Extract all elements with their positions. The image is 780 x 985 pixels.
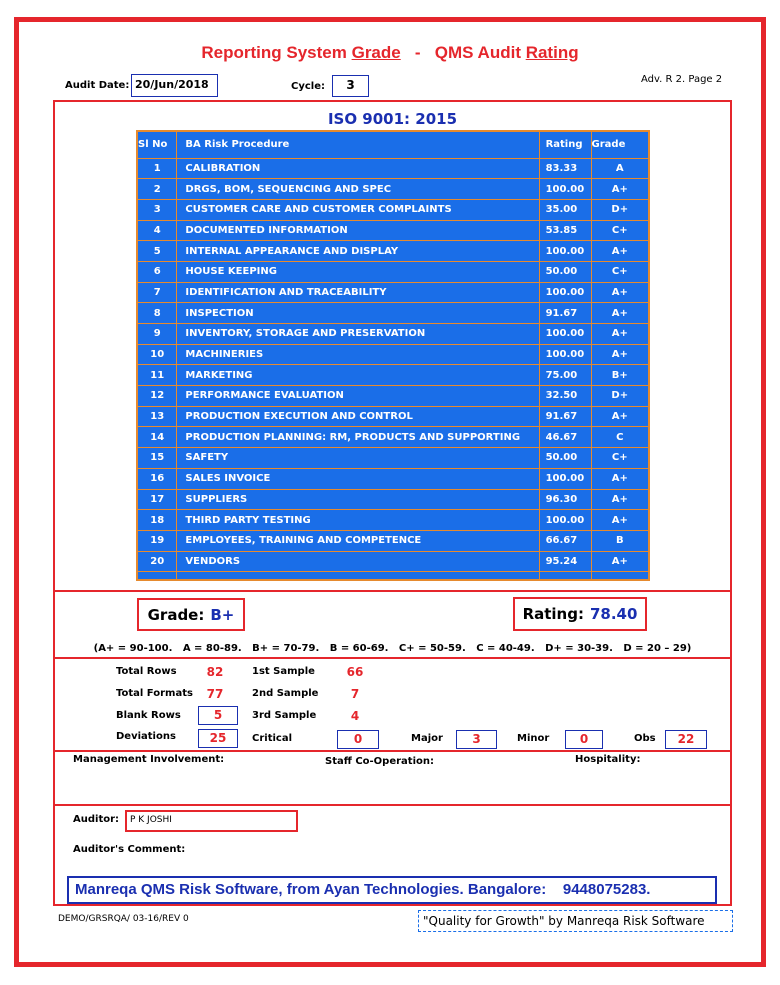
minor-label: Minor (517, 733, 550, 744)
minor-field[interactable]: 0 (565, 730, 603, 749)
row-procedure: VENDORS (177, 551, 539, 572)
row-grade: C+ (591, 261, 649, 282)
overall-grade-value: B+ (210, 605, 235, 624)
row-sl-no: 6 (137, 261, 177, 282)
row-procedure: DRGS, BOM, SEQUENCING AND SPEC (177, 179, 539, 200)
critical-field[interactable]: 0 (337, 730, 379, 749)
table-header-row (137, 131, 649, 158)
divider (53, 804, 732, 806)
table-spacer-row (137, 572, 649, 580)
row-rating: 66.67 (539, 530, 591, 551)
row-grade: B (591, 530, 649, 551)
row-grade: C+ (591, 220, 649, 241)
row-sl-no: 17 (137, 489, 177, 510)
auditor-comment-label: Auditor's Comment: (73, 844, 186, 855)
row-procedure: HOUSE KEEPING (177, 261, 539, 282)
overall-rating-value: 78.40 (589, 605, 638, 623)
divider (53, 750, 732, 752)
table-row (137, 365, 649, 386)
table-row (137, 158, 649, 179)
row-sl-no: 9 (137, 324, 177, 345)
obs-label: Obs (634, 733, 656, 744)
row-procedure: INVENTORY, STORAGE AND PRESERVATION (177, 324, 539, 345)
total-formats-value: 77 (206, 687, 224, 701)
critical-label: Critical (252, 733, 293, 744)
overall-grade-label: Grade: (147, 605, 205, 624)
staff-label: Staff Co-Operation: (325, 756, 434, 767)
divider (53, 657, 732, 659)
table-row (137, 448, 649, 469)
row-rating: 75.00 (539, 365, 591, 386)
row-sl-no: 11 (137, 365, 177, 386)
row-grade: A+ (591, 179, 649, 200)
overall-grade-box (137, 598, 245, 631)
total-rows-label: Total Rows (116, 666, 177, 677)
row-procedure: CALIBRATION (177, 158, 539, 179)
header-rating: Rating (539, 131, 591, 158)
row-sl-no: 10 (137, 344, 177, 365)
row-sl-no: 14 (137, 427, 177, 448)
row-rating: 32.50 (539, 386, 591, 407)
deviations-field[interactable]: 25 (198, 729, 238, 748)
row-rating: 46.67 (539, 427, 591, 448)
header-sl-no: Sl No (137, 131, 177, 158)
table-row (137, 324, 649, 345)
row-sl-no: 16 (137, 468, 177, 489)
table-row (137, 303, 649, 324)
row-procedure: IDENTIFICATION AND TRACEABILITY (177, 282, 539, 303)
table-row (137, 427, 649, 448)
header-grade: Grade (591, 131, 649, 158)
total-formats-label: Total Formats (116, 688, 193, 699)
row-procedure: PRODUCTION PLANNING: RM, PRODUCTS AND SUPPORTING (177, 427, 539, 448)
cycle-label: Cycle: (291, 81, 325, 92)
row-sl-no: 4 (137, 220, 177, 241)
row-sl-no: 5 (137, 241, 177, 262)
row-rating: 91.67 (539, 406, 591, 427)
second-sample-value: 7 (350, 687, 360, 701)
row-procedure: EMPLOYEES, TRAINING AND COMPETENCE (177, 530, 539, 551)
row-grade: A+ (591, 303, 649, 324)
row-grade: D+ (591, 199, 649, 220)
audit-date-field[interactable]: 20/Jun/2018 (131, 74, 218, 97)
row-rating: 100.00 (539, 241, 591, 262)
table-row (137, 551, 649, 572)
table-row (137, 220, 649, 241)
table-row (137, 179, 649, 200)
row-sl-no: 20 (137, 551, 177, 572)
obs-field[interactable]: 22 (665, 730, 707, 749)
risk-table (136, 130, 650, 581)
row-rating: 83.33 (539, 158, 591, 179)
row-grade: A+ (591, 468, 649, 489)
row-procedure: SUPPLIERS (177, 489, 539, 510)
row-procedure: INTERNAL APPEARANCE AND DISPLAY (177, 241, 539, 262)
divider (53, 590, 732, 592)
row-grade: D+ (591, 386, 649, 407)
row-procedure: SALES INVOICE (177, 468, 539, 489)
row-procedure: PERFORMANCE EVALUATION (177, 386, 539, 407)
header-procedure: BA Risk Procedure (177, 131, 539, 158)
table-row (137, 241, 649, 262)
auditor-name-field[interactable]: P K JOSHI (125, 810, 298, 832)
row-grade: C (591, 427, 649, 448)
row-grade: C+ (591, 448, 649, 469)
row-grade: A+ (591, 551, 649, 572)
row-sl-no: 12 (137, 386, 177, 407)
blank-rows-field[interactable]: 5 (198, 706, 238, 725)
table-row (137, 468, 649, 489)
row-procedure: DOCUMENTED INFORMATION (177, 220, 539, 241)
table-row (137, 489, 649, 510)
row-sl-no: 7 (137, 282, 177, 303)
row-procedure: PRODUCTION EXECUTION AND CONTROL (177, 406, 539, 427)
table-row (137, 510, 649, 531)
row-rating: 100.00 (539, 468, 591, 489)
table-row (137, 386, 649, 407)
row-sl-no: 1 (137, 158, 177, 179)
row-rating: 100.00 (539, 179, 591, 200)
row-rating: 96.30 (539, 489, 591, 510)
table-row (137, 199, 649, 220)
company-banner: Manreqa QMS Risk Software, from Ayan Technologies. Bangalore: 9448075283. (67, 876, 717, 904)
row-grade: A+ (591, 324, 649, 345)
total-rows-value: 82 (206, 665, 224, 679)
overall-rating-box (513, 597, 647, 631)
row-grade: A (591, 158, 649, 179)
row-rating: 100.00 (539, 282, 591, 303)
table-row (137, 261, 649, 282)
row-sl-no: 8 (137, 303, 177, 324)
row-sl-no: 19 (137, 530, 177, 551)
table-row (137, 344, 649, 365)
row-procedure: CUSTOMER CARE AND CUSTOMER COMPLAINTS (177, 199, 539, 220)
row-rating: 100.00 (539, 344, 591, 365)
row-grade: A+ (591, 406, 649, 427)
management-label: Management Involvement: (73, 754, 225, 765)
row-procedure: THIRD PARTY TESTING (177, 510, 539, 531)
blank-rows-label: Blank Rows (116, 710, 181, 721)
first-sample-value: 66 (346, 665, 364, 679)
third-sample-label: 3rd Sample (252, 710, 317, 721)
row-rating: 50.00 (539, 261, 591, 282)
second-sample-label: 2nd Sample (252, 688, 319, 699)
standard-title: ISO 9001: 2015 (327, 110, 458, 128)
row-rating: 53.85 (539, 220, 591, 241)
row-sl-no: 15 (137, 448, 177, 469)
audit-date-label: Audit Date: (65, 80, 130, 91)
table-row (137, 530, 649, 551)
row-grade: B+ (591, 365, 649, 386)
row-rating: 50.00 (539, 448, 591, 469)
page-reference: Adv. R 2. Page 2 (641, 74, 723, 85)
row-grade: A+ (591, 344, 649, 365)
row-grade: A+ (591, 489, 649, 510)
overall-rating-label: Rating: (522, 605, 584, 623)
major-label: Major (411, 733, 443, 744)
hospitality-label: Hospitality: (575, 754, 641, 765)
deviations-label: Deviations (116, 731, 176, 742)
first-sample-label: 1st Sample (252, 666, 315, 677)
table-row (137, 282, 649, 303)
row-rating: 95.24 (539, 551, 591, 572)
document-reference: DEMO/GRSRQA/ 03-16/REV 0 (58, 914, 189, 924)
grade-legend: (A+ = 90-100. A = 80-89. B+ = 70-79. B = 60-69. C+ = 50-59. C = 40-49. D+ = 30-39. D = 20 – 29) (93, 643, 692, 654)
row-sl-no: 13 (137, 406, 177, 427)
row-sl-no: 3 (137, 199, 177, 220)
tagline: "Quality for Growth" by Manreqa Risk Software (418, 910, 733, 932)
row-rating: 100.00 (539, 510, 591, 531)
row-rating: 100.00 (539, 324, 591, 345)
row-grade: A+ (591, 510, 649, 531)
auditor-label: Auditor: (73, 814, 120, 825)
row-grade: A+ (591, 241, 649, 262)
row-sl-no: 18 (137, 510, 177, 531)
row-procedure: MACHINERIES (177, 344, 539, 365)
row-procedure: SAFETY (177, 448, 539, 469)
row-procedure: MARKETING (177, 365, 539, 386)
table-row (137, 406, 649, 427)
page-title: Reporting System Grade - QMS Audit Rating (201, 43, 579, 62)
row-sl-no: 2 (137, 179, 177, 200)
row-grade: A+ (591, 282, 649, 303)
row-procedure: INSPECTION (177, 303, 539, 324)
third-sample-value: 4 (350, 709, 360, 723)
row-rating: 35.00 (539, 199, 591, 220)
cycle-field[interactable]: 3 (332, 75, 369, 97)
major-field[interactable]: 3 (456, 730, 497, 749)
row-rating: 91.67 (539, 303, 591, 324)
